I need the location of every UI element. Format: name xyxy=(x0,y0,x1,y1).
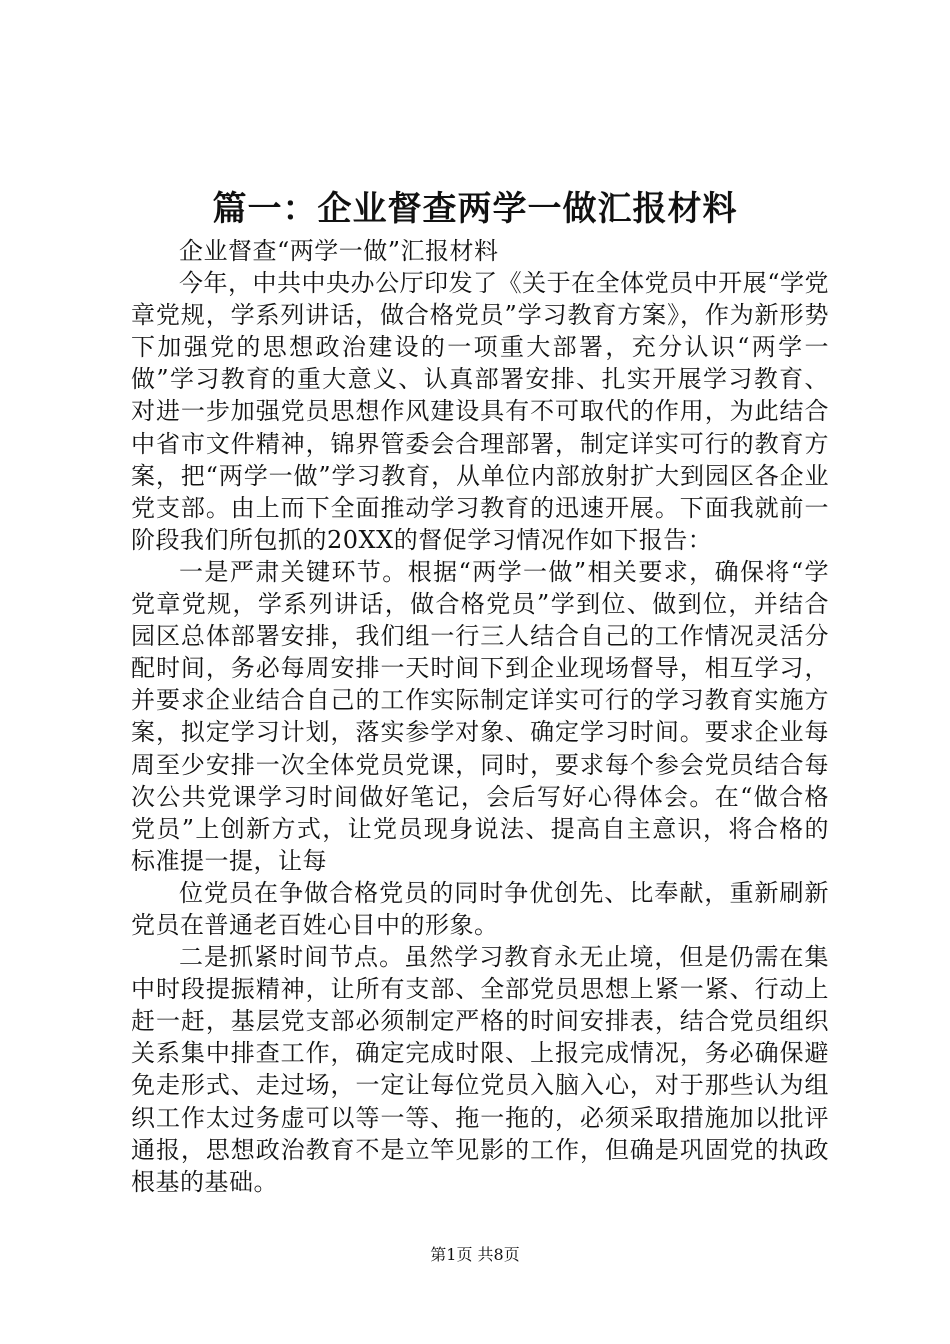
page-footer: 第1页 共8页 xyxy=(430,1245,520,1264)
document-title: 篇一：企业督查两学一做汇报材料 xyxy=(212,189,738,229)
document-body xyxy=(131,235,829,1198)
body-paragraph: 位党员在争做合格党员的同时争优创先、比奉献，重新刷新党员在普通老百姓心目中的形象。 xyxy=(131,878,829,939)
body-paragraph: 一是严肃关键环节。根据“两学一做”相关要求，确保将“学党章党规，学系列讲话，做合格党员”学到位、做到位，并结合园区总体部署安排，我们组一行三人结合自己的工作情况灵活分配时间，务必每周安排一天时间下到企业现场督导，相互学习，并要求企业结合自己的工作实际制定详实可行的学习教育实施方案，拟定学习计划，落实参学对象、确定学习时间。要求企业每周至少安排一次全体党员党课，同时，要求每个参会党员结合每次公共党课学习时间做好笔记，会后写好心得体会。在“做合格党员”上创新方式，让党员现身说法、提高自主意识，将合格的标准提一提，让每 xyxy=(131,557,829,875)
body-paragraph: 企业督查“两学一做”汇报材料 xyxy=(179,237,499,265)
body-paragraph: 二是抓紧时间节点。虽然学习教育永无止境，但是仍需在集中时段提振精神，让所有支部、全部党员思想上紧一紧、行动上赶一赶，基层党支部必须制定严格的时间安排表，结合党员组织关系集中排查工作，确定完成时限、上报完成情况，务必确保避免走形式、走过场，一定让每位党员入脑入心，对于那些认为组织工作太过务虚可以等一等、拖一拖的，必须采取措施加以批评通报，思想政治教育不是立竿见影的工作，但确是巩固党的执政根基的基础。 xyxy=(131,943,829,1196)
body-paragraph: 今年，中共中央办公厅印发了《关于在全体党员中开展“学党章党规，学系列讲话，做合格党员”学习教育方案》，作为新形势下加强党的思想政治建设的一项重大部署，充分认识“两学一做”学习教育的重大意义、认真部署安排、扎实开展学习教育、对进一步加强党员思想作风建设具有不可取代的作用，为此结合中省市文件精神，锦界管委会合理部署，制定详实可行的教育方案，把“两学一做”学习教育，从单位内部放射扩大到园区各企业党支部。由上而下全面推动学习教育的迅速开展。下面我就前一阶段我们所包抓的20XX的督促学习情况作如下报告： xyxy=(131,269,829,554)
